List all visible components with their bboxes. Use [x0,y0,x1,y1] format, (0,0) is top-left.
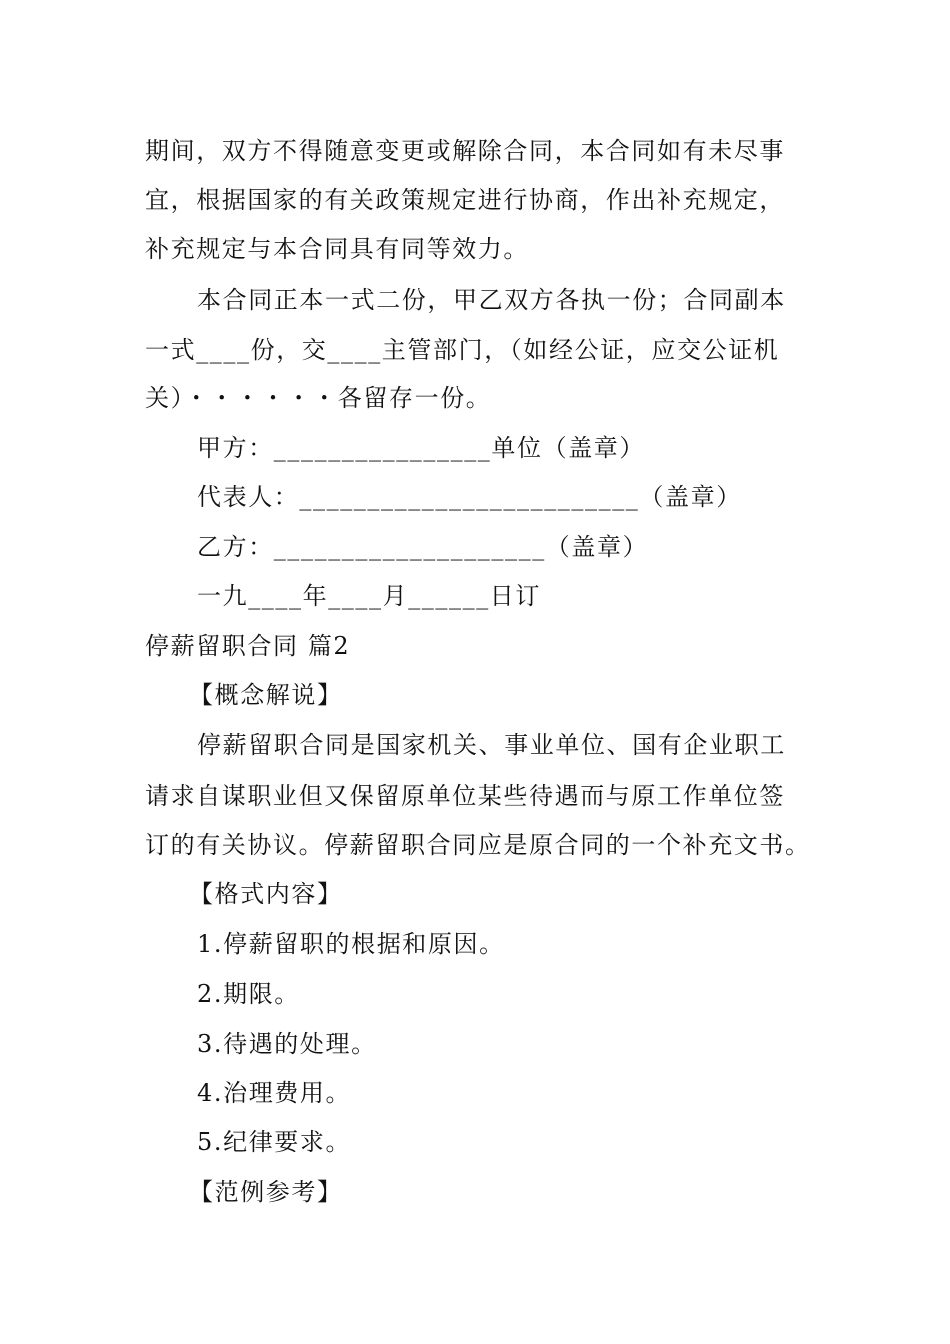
paragraph-1-line-3: 补充规定与本合同具有同等效力。 [145,235,529,263]
format-item: 2.期限。 [197,980,300,1008]
format-item: 1.停薪留职的根据和原因。 [197,930,505,958]
party-a-line: 甲方：________________单位（盖章） [197,434,645,462]
paragraph-1-line-2: 宜，根据国家的有关政策规定进行协商，作出补充规定， [145,186,785,214]
section-heading: 停薪留职合同 篇2 [145,632,351,660]
paragraph-2-line-1: 本合同正本一式二份，甲乙双方各执一份；合同副本 [197,286,786,314]
date-line: 一九____年____月______日订 [197,582,541,610]
party-b-line: 乙方：____________________（盖章） [197,533,649,561]
paragraph-2-line-3: 关）・・・・・・各留存一份。 [145,384,492,412]
example-heading: 【范例参考】 [189,1178,343,1206]
paragraph-2-line-2: 一式____份，交____主管部门，（如经公证，应交公证机 [145,336,780,364]
concept-heading: 【概念解说】 [189,681,343,709]
representative-line: 代表人：_________________________（盖章） [197,483,742,511]
concept-line-1: 停薪留职合同是国家机关、事业单位、国有企业职工 [197,731,786,759]
format-item: 3.待遇的处理。 [197,1030,377,1058]
concept-line-3: 订的有关协议。停薪留职合同应是原合同的一个补充文书。 [145,831,811,859]
format-item: 4.治理费用。 [197,1079,352,1107]
paragraph-1-line-1: 期间，双方不得随意变更或解除合同，本合同如有未尽事 [145,137,785,165]
format-item: 5.纪律要求。 [197,1128,352,1156]
format-heading: 【格式内容】 [189,880,343,908]
concept-line-2: 请求自谋职业但又保留原单位某些待遇而与原工作单位签 [145,782,785,810]
